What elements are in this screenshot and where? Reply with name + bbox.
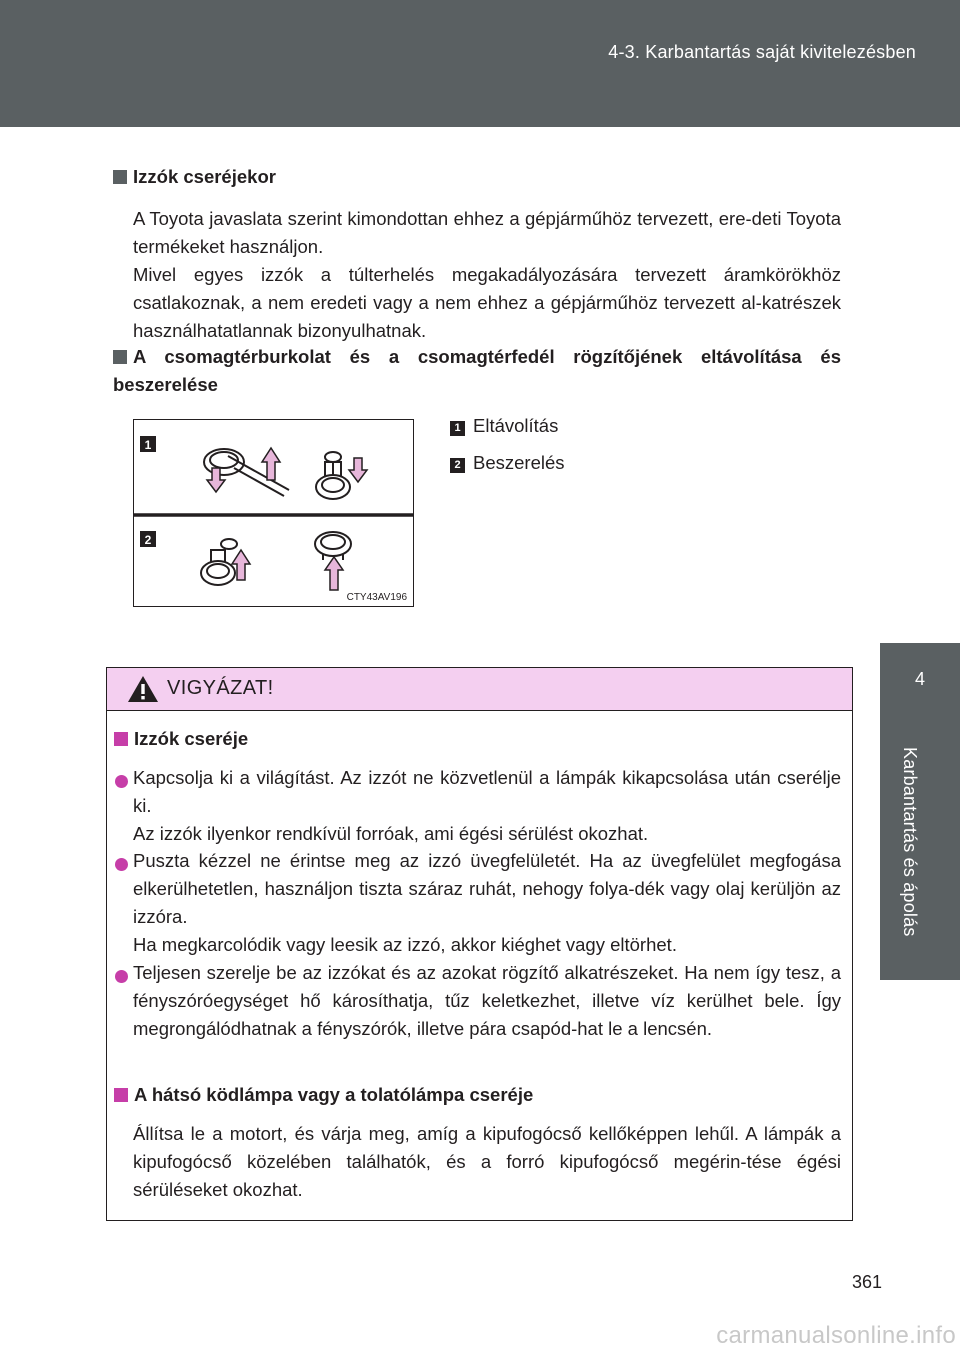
section-title-trim-clip — [113, 343, 841, 399]
svg-text:1: 1 — [144, 438, 152, 452]
warning-title: VIGYÁZAT! — [167, 677, 274, 699]
warning-fog-lamp-text: Állítsa le a motort, és várja meg, amíg a kipufogócső kellőképpen lehűl. A lámpák a kipufogócső közelében találhatók, és a forró kipufogócső megérin-tése égési sérüléseket okozhat. — [133, 1123, 841, 1200]
figure-code: CTY43AV196 — [346, 592, 407, 603]
square-bullet-icon — [113, 170, 127, 184]
step-label: Eltávolítás — [473, 415, 559, 436]
page-number: 361 — [851, 1272, 882, 1292]
step-number-badge: 1 — [450, 421, 465, 436]
subsection-title-text: Izzók cseréje — [134, 728, 249, 749]
warning-bullet-1-line-2: Az izzók ilyenkor rendkívül forróak, ami égési sérülést okozhat. — [133, 823, 649, 844]
square-bullet-icon — [113, 350, 127, 364]
chapter-number: 4 — [914, 669, 925, 689]
square-bullet-icon — [114, 1088, 128, 1102]
warning-bullet-2-line-1: Puszta kézzel ne érintse meg az izzó üvegfelületét. Ha az üvegfelület megfogása elkerülhetetlen, használjon tiszta száraz ruhát, nehogy folya-dék vagy olaj kerüljön az izzóra. — [133, 850, 841, 927]
clip-illustration — [134, 420, 413, 606]
warning-triangle-icon — [127, 675, 159, 703]
bullet-icon — [115, 858, 128, 871]
step-label: Beszerelés — [473, 452, 565, 473]
warning-header — [107, 668, 852, 711]
square-bullet-icon — [114, 732, 128, 746]
section-breadcrumb: 4-3. Karbantartás saját kivitelezésben — [608, 42, 916, 62]
clip-figure — [133, 419, 414, 607]
warning-bullet-1-line-1: Kapcsolja ki a világítást. Az izzót ne közvetlenül a lámpák kikapcsolása után cserélje ki. — [133, 767, 841, 816]
arrow-up-3 — [325, 557, 343, 590]
warning-bullet-3: Teljesen szerelje be az izzókat és az azokat rögzítő alkatrészeket. Ha nem így tesz, a fényszóróegységet hő károsíthatja, tűz keletkezhet, illetve víz kerülhet bele. Így megrongálódhatnak a fényszórók, illetve pára csapód-hat le a lencsén. — [133, 962, 841, 1039]
warning-box — [106, 667, 853, 1221]
bullet-icon — [115, 775, 128, 788]
clip-install-left — [201, 539, 237, 585]
bullet-icon — [115, 970, 128, 983]
header-bar — [0, 0, 960, 127]
warning-subsection-fog-lamp — [114, 1081, 533, 1109]
arrow-down-2 — [349, 458, 367, 482]
warning-subsection-bulbs — [114, 725, 248, 753]
legend-step-1 — [450, 415, 558, 437]
clip-removal-right — [316, 452, 350, 499]
section-title-text: A csomagtérburkolat és a csomagtérfedél rögzítőjének eltávolítása és beszerelése — [113, 346, 841, 395]
subsection-title-text: A hátsó ködlámpa vagy a tolatólámpa cseréje — [134, 1084, 534, 1105]
svg-text:2: 2 — [144, 533, 152, 547]
warning-bullet-2-line-2: Ha megkarcolódik vagy leesik az izzó, akkor kiéghet vagy eltörhet. — [133, 934, 677, 955]
legend-step-2 — [450, 452, 565, 474]
watermark: carmanualsonline.info — [716, 1322, 956, 1349]
chapter-tab — [880, 643, 960, 980]
chapter-label: Karbantartás és ápolás — [900, 747, 920, 937]
paragraph-circuits: Mivel egyes izzók a túlterhelés megakadályozására tervezett áramkörökhöz csatlakoznak, a nem eredeti vagy a nem ehhez a gépjárműhöz tervezett al-katrészek használhatatlannak bizonyulhatnak. — [133, 264, 841, 341]
section-title-bulb-replacement — [113, 163, 276, 191]
paragraph-genuine-parts: A Toyota javaslata szerint kimondottan ehhez a gépjárműhöz tervezett, ere-deti Toyota termékeket használjon. — [133, 208, 841, 257]
clip-install-right — [315, 532, 351, 560]
step-number-badge: 2 — [450, 458, 465, 473]
arrow-up-1 — [262, 448, 280, 480]
section-title-text: Izzók cseréjekor — [133, 166, 276, 187]
